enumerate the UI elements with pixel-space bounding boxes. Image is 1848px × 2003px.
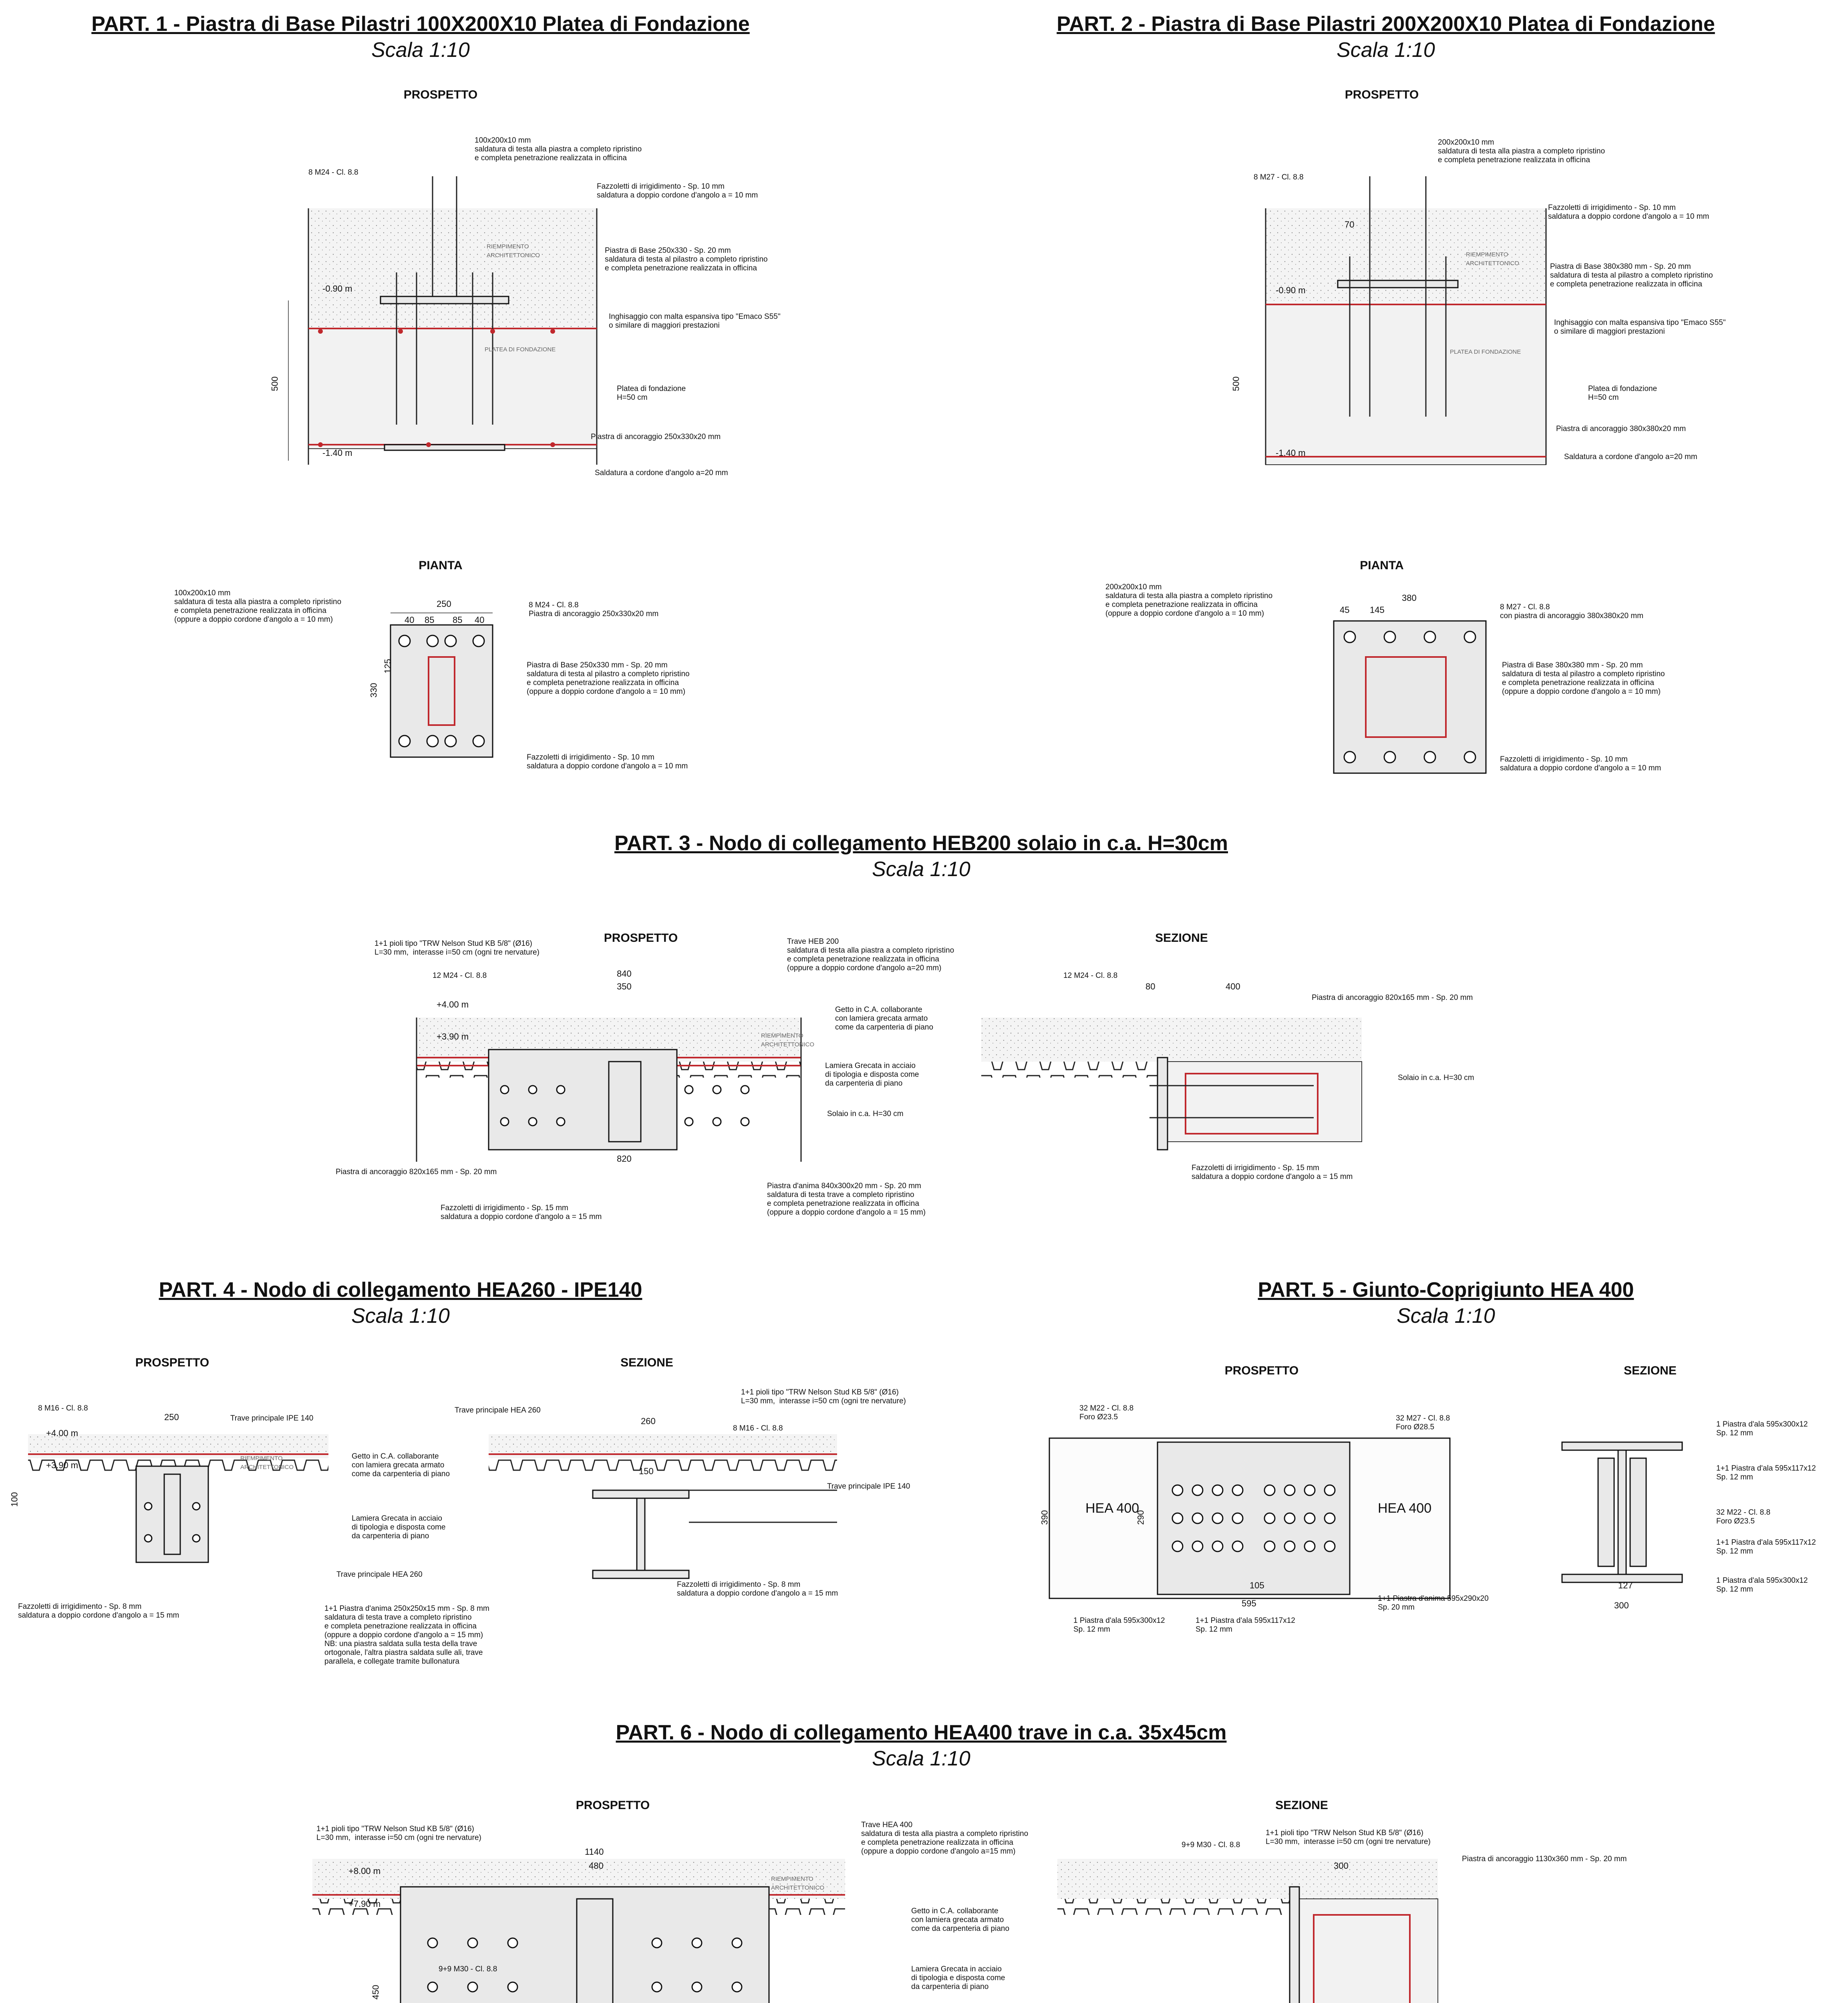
p1-dim-250: 250 [437, 599, 451, 609]
p6-note-studs: 1+1 pioli tipo "TRW Nelson Stud KB 5/8" (Ø16) L=30 mm, interasse i=50 cm (ogni tre nervature) [316, 1825, 481, 1842]
p6-scale: Scala 1:10 [872, 1747, 970, 1770]
p2-pianta-label: PIANTA [1360, 559, 1404, 572]
p2-pianta-drawing [1334, 621, 1486, 773]
p5-note-bolts-left: 32 M22 - Cl. 8.8 Foro Ø23.5 [1079, 1404, 1134, 1421]
p6-dim-480: 480 [589, 1861, 604, 1871]
p6-riempimento: RIEMPIMENTO ARCHITETTONICO [771, 1876, 825, 1891]
p5-sez-note-flange-top: 1 Piastra d'ala 595x300x12 Sp. 12 mm [1716, 1420, 1808, 1437]
p2-dim-145: 145 [1370, 605, 1385, 615]
p5-sezione-drawing [1562, 1442, 1682, 1582]
p2-note-platea: Platea di fondazione H=50 cm [1588, 385, 1657, 402]
p4-sez-note-ipe: Trave principale IPE 140 [827, 1482, 910, 1491]
p4-note-hea: Trave principale HEA 260 [336, 1570, 423, 1579]
p2-note-stiffeners: Fazzoletti di irrigidimento - Sp. 10 mm saldatura a doppio cordone d'angolo a = 10 mm [1548, 204, 1709, 221]
p1-pianta-note-baseplate: Piastra di Base 250x330 mm - Sp. 20 mm saldatura di testa al pilastro a completo ripristino e completa penetrazione realizzata in officina (oppure a doppio cordone d'angolo a = 10 mm) [527, 661, 690, 696]
p3-prospetto-drawing [417, 1018, 801, 1162]
p4-riempimento: RIEMPIMENTO ARCHITETTONICO [240, 1455, 294, 1471]
p1-note-stiffeners: Fazzoletti di irrigidimento - Sp. 10 mm saldatura a doppio cordone d'angolo a = 10 mm [597, 182, 758, 199]
p2-note-baseplate: Piastra di Base 380x380 mm - Sp. 20 mm saldatura di testa al pilastro a completo ripristino e completa penetrazione realizzata in officina [1550, 262, 1713, 288]
p2-level-bottom: -1.40 m [1276, 448, 1306, 458]
p6-sezione-drawing [1057, 1859, 1438, 2003]
p6-dim-1140: 1140 [585, 1847, 604, 1857]
p5-prospetto-label: PROSPETTO [1224, 1364, 1299, 1377]
p5-title: PART. 5 - Giunto-Coprigiunto HEA 400 [1258, 1278, 1634, 1302]
p1-dim-40b: 40 [475, 615, 485, 625]
p4-sezione-drawing [489, 1434, 837, 1578]
p4-sez-note-bolts: 8 M16 - Cl. 8.8 [733, 1424, 783, 1433]
p2-dim-45: 45 [1340, 605, 1350, 615]
p6-prospetto-label: PROSPETTO [576, 1799, 650, 1812]
p3-note-heb: Trave HEB 200 saldatura di testa alla piastra a completo ripristino e completa penetrazione realizzata in officina (oppure a doppio cordone d'angolo a=20 mm) [787, 937, 954, 972]
p4-dim-250: 250 [164, 1412, 179, 1422]
p5-sez-note-bolts: 32 M22 - Cl. 8.8 Foro Ø23.5 [1716, 1508, 1771, 1525]
p2-pianta-note-bolts: 8 M27 - Cl. 8.8 con piastra di ancoraggio 380x380x20 mm [1500, 603, 1644, 620]
p3-dim-350: 350 [617, 981, 632, 991]
p6-note-lamiera: Lamiera Grecata in acciaio di tipologia e disposta come da carpenteria di piano [911, 1965, 1005, 1991]
p6-dim-300: 300 [1334, 1861, 1349, 1871]
p3-prospetto-label: PROSPETTO [604, 931, 678, 945]
p2-note-column: 200x200x10 mm saldatura di testa alla piastra a completo ripristino e completa penetrazione realizzata in officina [1438, 138, 1605, 164]
p5-dim-127: 127 [1618, 1580, 1633, 1590]
p3-title: PART. 3 - Nodo di collegamento HEB200 solaio in c.a. H=30cm [614, 832, 1228, 855]
p3-sezione-label: SEZIONE [1155, 931, 1208, 945]
p3-note-bolts: 12 M24 - Cl. 8.8 [433, 971, 487, 980]
p3-scale: Scala 1:10 [872, 858, 970, 881]
p6-dim-450: 450 [370, 1985, 381, 2000]
p6-note-getto: Getto in C.A. collaborante con lamiera grecata armato come da carpenteria di piano [911, 1907, 1010, 1933]
p3-dim-80: 80 [1145, 981, 1156, 991]
p2-title: PART. 2 - Piastra di Base Pilastri 200X200X10 Platea di Fondazione [1057, 12, 1715, 36]
p5-dim-595: 595 [1242, 1598, 1256, 1608]
p3-sez-note-stiffeners: Fazzoletti di irrigidimento - Sp. 15 mm saldatura a doppio cordone d'angolo a = 15 mm [1192, 1164, 1353, 1181]
p6-sez-note-studs: 1+1 pioli tipo "TRW Nelson Stud KB 5/8" (Ø16) L=30 mm, interasse i=50 cm (ogni tre nervature) [1266, 1829, 1431, 1846]
p4-title: PART. 4 - Nodo di collegamento HEA260 - IPE140 [159, 1278, 642, 1302]
p5-dim-390: 390 [1039, 1510, 1050, 1525]
p3-note-getto: Getto in C.A. collaborante con lamiera grecata armato come da carpenteria di piano [835, 1006, 934, 1032]
p2-prospetto-label: PROSPETTO [1345, 88, 1419, 101]
p6-level-bottom: +7.90 m [348, 1899, 381, 1909]
p4-note-lamiera: Lamiera Grecata in acciaio di tipologia e disposta come da carpenteria di piano [352, 1514, 446, 1540]
p2-pianta-note-column: 200x200x10 mm saldatura di testa alla piastra a completo ripristino e completa penetrazione realizzata in officina (oppure a doppio cordone d'angolo a = 10 mm) [1105, 583, 1273, 618]
p2-note-anchorplate: Piastra di ancoraggio 380x380x20 mm [1556, 425, 1686, 433]
p1-pianta-drawing [391, 613, 493, 757]
p2-dim-500: 500 [1231, 376, 1241, 391]
p5-note-flangeplate-inner: 1+1 Piastra d'ala 595x117x12 Sp. 12 mm [1196, 1616, 1295, 1634]
p4-dim-100: 100 [9, 1492, 20, 1507]
p1-prospetto-label: PROSPETTO [403, 88, 478, 101]
p3-level-top: +4.00 m [437, 999, 469, 1010]
p2-level-top: -0.90 m [1276, 285, 1306, 295]
p3-dim-400: 400 [1226, 981, 1240, 991]
p1-note-bolts: 8 M24 - Cl. 8.8 [308, 168, 358, 177]
p6-sez-note-bolts: 9+9 M30 - Cl. 8.8 [1182, 1841, 1240, 1849]
p5-dim-290: 290 [1135, 1510, 1146, 1525]
p5-note-flangeplate: 1 Piastra d'ala 595x300x12 Sp. 12 mm [1073, 1616, 1165, 1634]
p1-level-bottom: -1.40 m [322, 448, 352, 458]
p5-note-webplate: 1+1 Piastra d'anima 595x290x20 Sp. 20 mm [1378, 1594, 1489, 1612]
p4-prospetto-drawing [28, 1434, 328, 1562]
p1-dim-85a: 85 [425, 615, 435, 625]
p4-sez-note-hea: Trave principale HEA 260 [455, 1406, 541, 1415]
p4-level-top: +4.00 m [46, 1428, 79, 1438]
p2-dim-380: 380 [1402, 593, 1417, 603]
p6-sezione-label: SEZIONE [1275, 1799, 1328, 1812]
p2-pianta-note-stiffeners: Fazzoletti di irrigidimento - Sp. 10 mm saldatura a doppio cordone d'angolo a = 10 mm [1500, 755, 1661, 772]
p3-sezione-drawing [981, 1018, 1362, 1150]
p1-title: PART. 1 - Piastra di Base Pilastri 100X200X10 Platea di Fondazione [91, 12, 750, 36]
p1-dim-85b: 85 [453, 615, 463, 625]
p3-note-stiffeners: Fazzoletti di irrigidimento - Sp. 15 mm saldatura a doppio cordone d'angolo a = 15 mm [441, 1204, 602, 1221]
p1-pianta-note-bolts: 8 M24 - Cl. 8.8 Piastra di ancoraggio 250x330x20 mm [529, 601, 659, 618]
p6-level-top: +8.00 m [348, 1866, 381, 1876]
p5-label-hea-left: HEA 400 [1085, 1501, 1139, 1516]
p2-scale: Scala 1:10 [1337, 38, 1435, 62]
p4-sez-note-stiffeners: Fazzoletti di irrigidimento - Sp. 8 mm saldatura a doppio cordone d'angolo a = 15 mm [677, 1580, 838, 1598]
p2-note-weld: Saldatura a cordone d'angolo a=20 mm [1564, 453, 1697, 461]
p2-note-grout: Inghisaggio con malta espansiva tipo "Emaco S55" o similare di maggiori prestazioni [1554, 318, 1726, 336]
p1-note-column: 100x200x10 mm saldatura di testa alla piastra a completo ripristino e completa penetrazione realizzata in officina [475, 136, 642, 162]
p2-prospetto-drawing [1266, 176, 1546, 465]
p5-dim-105: 105 [1250, 1580, 1264, 1590]
p2-note-bolts: 8 M27 - Cl. 8.8 [1254, 173, 1304, 181]
p3-dim-820: 820 [617, 1154, 632, 1164]
p4-sez-note-studs: 1+1 pioli tipo "TRW Nelson Stud KB 5/8" (Ø16) L=30 mm, interasse i=50 cm (ogni tre nervature) [741, 1388, 906, 1405]
p6-sez-note-anchorplate: Piastra di ancoraggio 1130x360 mm - Sp. 20 mm [1462, 1855, 1627, 1863]
p1-pianta-note-column: 100x200x10 mm saldatura di testa alla piastra a completo ripristino e completa penetrazione realizzata in officina (oppure a doppio cordone d'angolo a = 10 mm) [174, 589, 342, 624]
p4-note-getto: Getto in C.A. collaborante con lamiera grecata armato come da carpenteria di piano [352, 1452, 450, 1478]
p6-prospetto-drawing [312, 1859, 845, 2003]
p4-note-stiffeners: Fazzoletti di irrigidimento - Sp. 8 mm saldatura a doppio cordone d'angolo a = 15 mm [18, 1602, 179, 1620]
p3-riempimento: RIEMPIMENTO ARCHITETTONICO [761, 1032, 815, 1048]
p5-label-hea-right: HEA 400 [1378, 1501, 1432, 1516]
p1-dim-330: 330 [368, 683, 379, 698]
p1-level-top: -0.90 m [322, 284, 352, 294]
p4-dim-150: 150 [639, 1466, 654, 1476]
p1-platea-label: PLATEA DI FONDAZIONE [485, 346, 556, 353]
p5-sezione-label: SEZIONE [1624, 1364, 1677, 1377]
p2-riempimento: RIEMPIMENTO ARCHITETTONICO [1466, 251, 1520, 267]
p2-pianta-note-baseplate: Piastra di Base 380x380 mm - Sp. 20 mm saldatura di testa al pilastro a completo ripristino e completa penetrazione realizzata in officina (oppure a doppio cordone d'angolo a = 10 mm) [1502, 661, 1665, 696]
p3-note-anchorplate: Piastra di ancoraggio 820x165 mm - Sp. 20 mm [336, 1168, 497, 1176]
p1-dim-500: 500 [270, 376, 280, 391]
p1-prospetto-drawing [288, 176, 597, 465]
p6-title: PART. 6 - Nodo di collegamento HEA400 trave in c.a. 35x45cm [616, 1721, 1227, 1744]
p4-prospetto-label: PROSPETTO [135, 1356, 209, 1369]
p4-level-bottom: +3.90 m [46, 1460, 79, 1470]
p3-dim-840: 840 [617, 969, 632, 979]
p3-note-studs: 1+1 pioli tipo "TRW Nelson Stud KB 5/8" (Ø16) L=30 mm, interasse i=50 cm (ogni tre nervature) [374, 939, 540, 957]
p3-note-solaio: Solaio in c.a. H=30 cm [827, 1110, 904, 1118]
p1-riempimento: RIEMPIMENTO ARCHITETTONICO [487, 243, 540, 259]
p1-pianta-label: PIANTA [419, 559, 463, 572]
p4-scale: Scala 1:10 [351, 1304, 450, 1328]
p2-platea-label: PLATEA DI FONDAZIONE [1450, 349, 1521, 355]
p3-level-bottom: +3.90 m [437, 1032, 469, 1042]
p1-pianta-note-stiffeners: Fazzoletti di irrigidimento - Sp. 10 mm saldatura a doppio cordone d'angolo a = 10 mm [527, 753, 688, 770]
p1-dim-40a: 40 [405, 615, 415, 625]
p4-note-bolts: 8 M16 - Cl. 8.8 [38, 1404, 88, 1413]
p5-dim-300: 300 [1614, 1600, 1629, 1610]
p1-note-weld: Saldatura a cordone d'angolo a=20 mm [595, 469, 728, 477]
p4-sezione-label: SEZIONE [620, 1356, 673, 1369]
p3-note-webplate: Piastra d'anima 840x300x20 mm - Sp. 20 mm saldatura di testa trave a completo ripristino e completa penetrazione realizzata in officina (oppure a doppio cordone d'angolo a = 15 mm) [767, 1182, 926, 1217]
p3-sez-note-bolts: 12 M24 - Cl. 8.8 [1063, 971, 1118, 980]
p5-sez-note-flange-inner-bottom: 1+1 Piastra d'ala 595x117x12 Sp. 12 mm [1716, 1538, 1816, 1556]
p1-note-grout: Inghisaggio con malta espansiva tipo "Emaco S55" o similare di maggiori prestazioni [609, 312, 781, 330]
p3-note-lamiera: Lamiera Grecata in acciaio di tipologia e disposta come da carpenteria di piano [825, 1062, 919, 1088]
p4-note-webplate: 1+1 Piastra d'anima 250x250x15 mm - Sp. 8 mm saldatura di testa trave a completo ripristino e completa penetrazione realizzata in officina (oppure a doppio cordone d'angolo a = 15 mm) NB: una piastra saldata sulla testa della trave ortogonale, l'altra piastra saldata sulle ali, trave parallela, e collegate tramite bullonatura [324, 1604, 489, 1666]
p5-note-bolts-right: 32 M27 - Cl. 8.8 Foro Ø28.5 [1396, 1414, 1450, 1431]
p6-note-bolts: 9+9 M30 - Cl. 8.8 [439, 1965, 497, 1973]
p2-dim-70: 70 [1345, 220, 1355, 230]
p5-sez-note-flange-bottom: 1 Piastra d'ala 595x300x12 Sp. 12 mm [1716, 1576, 1808, 1594]
p5-sez-note-flange-inner-top: 1+1 Piastra d'ala 595x117x12 Sp. 12 mm [1716, 1464, 1816, 1481]
p6-note-hea: Trave HEA 400 saldatura di testa alla piastra a completo ripristino e completa penetrazione realizzata in officina (oppure a doppio cordone d'angolo a=15 mm) [861, 1821, 1029, 1856]
p4-dim-260: 260 [641, 1416, 656, 1426]
p3-sez-note-solaio: Solaio in c.a. H=30 cm [1398, 1074, 1474, 1082]
p5-prospetto-drawing [1049, 1438, 1450, 1598]
p4-note-ipe: Trave principale IPE 140 [230, 1414, 314, 1423]
p1-dim-125: 125 [382, 659, 393, 674]
p1-note-baseplate: Piastra di Base 250x330 - Sp. 20 mm saldatura di testa al pilastro a completo ripristino e completa penetrazione realizzata in officina [605, 246, 768, 272]
p5-scale: Scala 1:10 [1397, 1304, 1495, 1328]
p1-note-platea: Platea di fondazione H=50 cm [617, 385, 686, 402]
p3-sez-note-anchorplate: Piastra di ancoraggio 820x165 mm - Sp. 20 mm [1312, 993, 1473, 1002]
p1-note-anchorplate: Piastra di ancoraggio 250x330x20 mm [591, 433, 721, 441]
p1-scale: Scala 1:10 [371, 38, 470, 62]
